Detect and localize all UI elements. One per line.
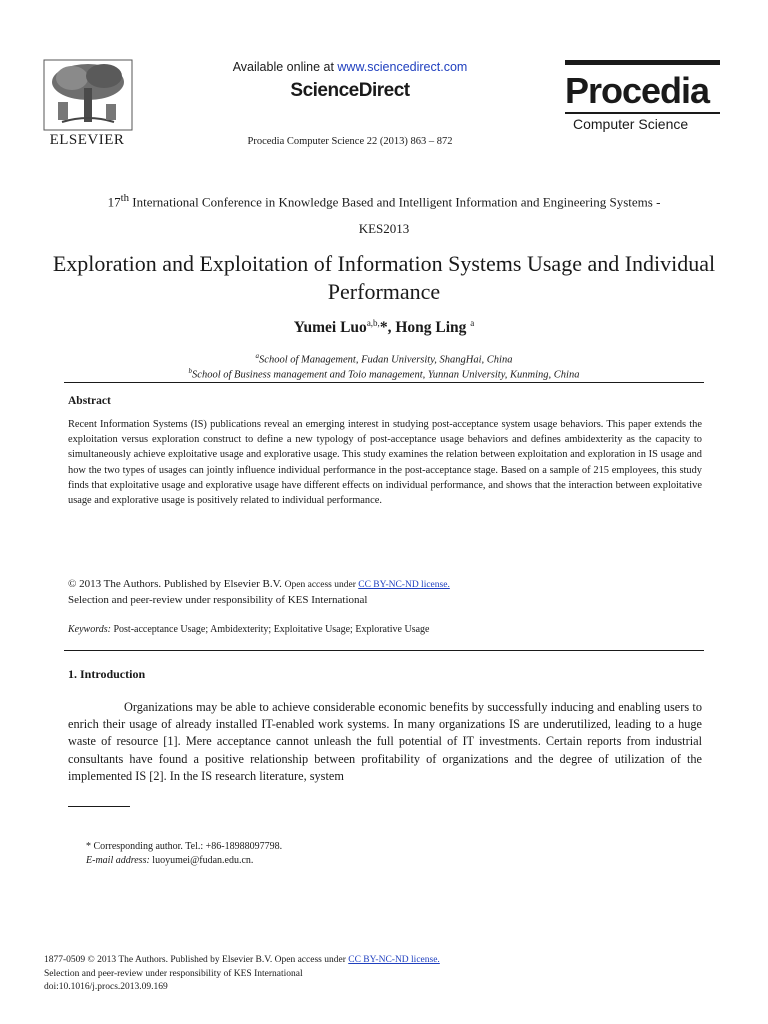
journal-reference: Procedia Computer Science 22 (2013) 863 – 872 — [247, 136, 453, 147]
abstract-top-rule — [64, 382, 704, 383]
license-link[interactable]: CC BY-NC-ND license. — [358, 580, 450, 590]
conference-line1: International Conference in Knowledge Based and Intelligent Information and Engineering Systems - — [129, 194, 661, 210]
abstract-bottom-rule — [64, 650, 704, 651]
procedia-subtitle: Computer Science — [573, 116, 689, 132]
email-label: E-mail address: — [86, 855, 150, 866]
introduction-text: Organizations may be able to achieve considerable economic benefits by successfully inducing and enabling users to enrich their usage of already installed IT-enabled work systems. In many organizations IS are underutilized, leading to a huge waste of resource [1]. Mere acceptance cannot unleash the full potential of IT investments. Certain reports from industrial consultants have found a positive relationship between profitability of organizations and the degree of utilization of the implemented IS [2]. In the IS research literature, system — [68, 700, 702, 783]
copyright-block — [68, 577, 702, 608]
author-ling-affil: a — [470, 318, 475, 328]
affiliation-a-text: School of Management, Fudan University, ShangHai, China — [259, 354, 513, 366]
open-access-text: Open access under — [284, 580, 359, 590]
sciencedirect-url[interactable]: www.sciencedirect.com — [337, 60, 468, 74]
conference-ordinal-sup: th — [120, 192, 130, 204]
footnote-rule — [68, 806, 130, 807]
sciencedirect-logo: ScienceDirect — [290, 80, 410, 101]
authors — [50, 318, 718, 337]
conference-name — [40, 185, 728, 242]
author-luo: Yumei Luo — [293, 319, 367, 337]
affiliation-b-mark: b — [188, 367, 193, 375]
available-prefix: Available online at — [232, 60, 338, 74]
abstract-body: Recent Information Systems (IS) publications reveal an emerging interest in studying post-acceptance system usage behaviors. This paper extends the exploitation versus exploration construct to define a new typology of post-acceptance usage behaviors and defines ambidexterity as the capacity to simultaneously achieve exploitative usage and explorative usage. This study examines the relation between exploitation and exploration in IS usage and how the two types of usages can jointly influence individual performance in the post-acceptance stage. Based on a sample of 215 employees, this study finds that exploitative usage and explorative usage have different effects on individual performance, and shows that the interaction between exploitative usage and explorative usage is positively related to individual performance. — [68, 419, 702, 507]
footer-peer-review: Selection and peer-review under responsibility of KES International — [44, 968, 303, 979]
conference-line2: KES2013 — [358, 221, 410, 237]
footer-license-link[interactable]: CC BY-NC-ND license. — [348, 955, 440, 965]
page-footer — [44, 954, 704, 995]
conference-ordinal: 17 — [107, 194, 121, 210]
elsevier-wordmark: ELSEVIER — [49, 132, 125, 148]
footer-issn: 1877-0509 © 2013 The Authors. Published by Elsevier B.V. Open access under — [44, 955, 349, 965]
footer-doi[interactable]: doi:10.1016/j.procs.2013.09.169 — [44, 982, 168, 992]
footnote-corresponding: * Corresponding author. Tel.: +86-18988097798. — [86, 841, 283, 852]
author-ling: , Hong Ling — [387, 319, 471, 337]
procedia-top-bar — [565, 60, 720, 65]
procedia-rule — [565, 112, 720, 114]
keywords-list: Post-acceptance Usage; Ambidexterity; Exploitative Usage; Explorative Usage — [110, 624, 430, 635]
affiliation-b-text: School of Business management and Toio management, Yunnan University, Kunming, China — [192, 369, 580, 381]
copyright-line: © 2013 The Authors. Published by Elsevier B.V. — [68, 578, 285, 590]
keywords — [68, 624, 702, 635]
affiliation-a-mark: a — [255, 352, 260, 360]
abstract-heading: Abstract — [68, 395, 111, 407]
corresponding-mark: * — [379, 319, 388, 337]
paper-title: Exploration and Exploitation of Information Systems Usage and Individual Performance — [52, 251, 716, 304]
procedia-logo — [565, 60, 720, 138]
footnote-email — [86, 855, 253, 866]
affiliation-b — [50, 367, 718, 381]
author-luo-affil: a,b, — [366, 318, 380, 328]
introduction-body — [68, 699, 702, 785]
procedia-wordmark: Procedia — [565, 70, 710, 111]
keywords-label: Keywords: — [68, 624, 111, 635]
email-address[interactable]: luoyumei@fudan.edu.cn. — [149, 855, 254, 866]
available-online — [210, 60, 490, 74]
introduction-heading: 1. Introduction — [68, 667, 146, 681]
affiliation-a — [50, 352, 718, 366]
peer-review-line: Selection and peer-review under responsibility of KES International — [68, 594, 368, 606]
